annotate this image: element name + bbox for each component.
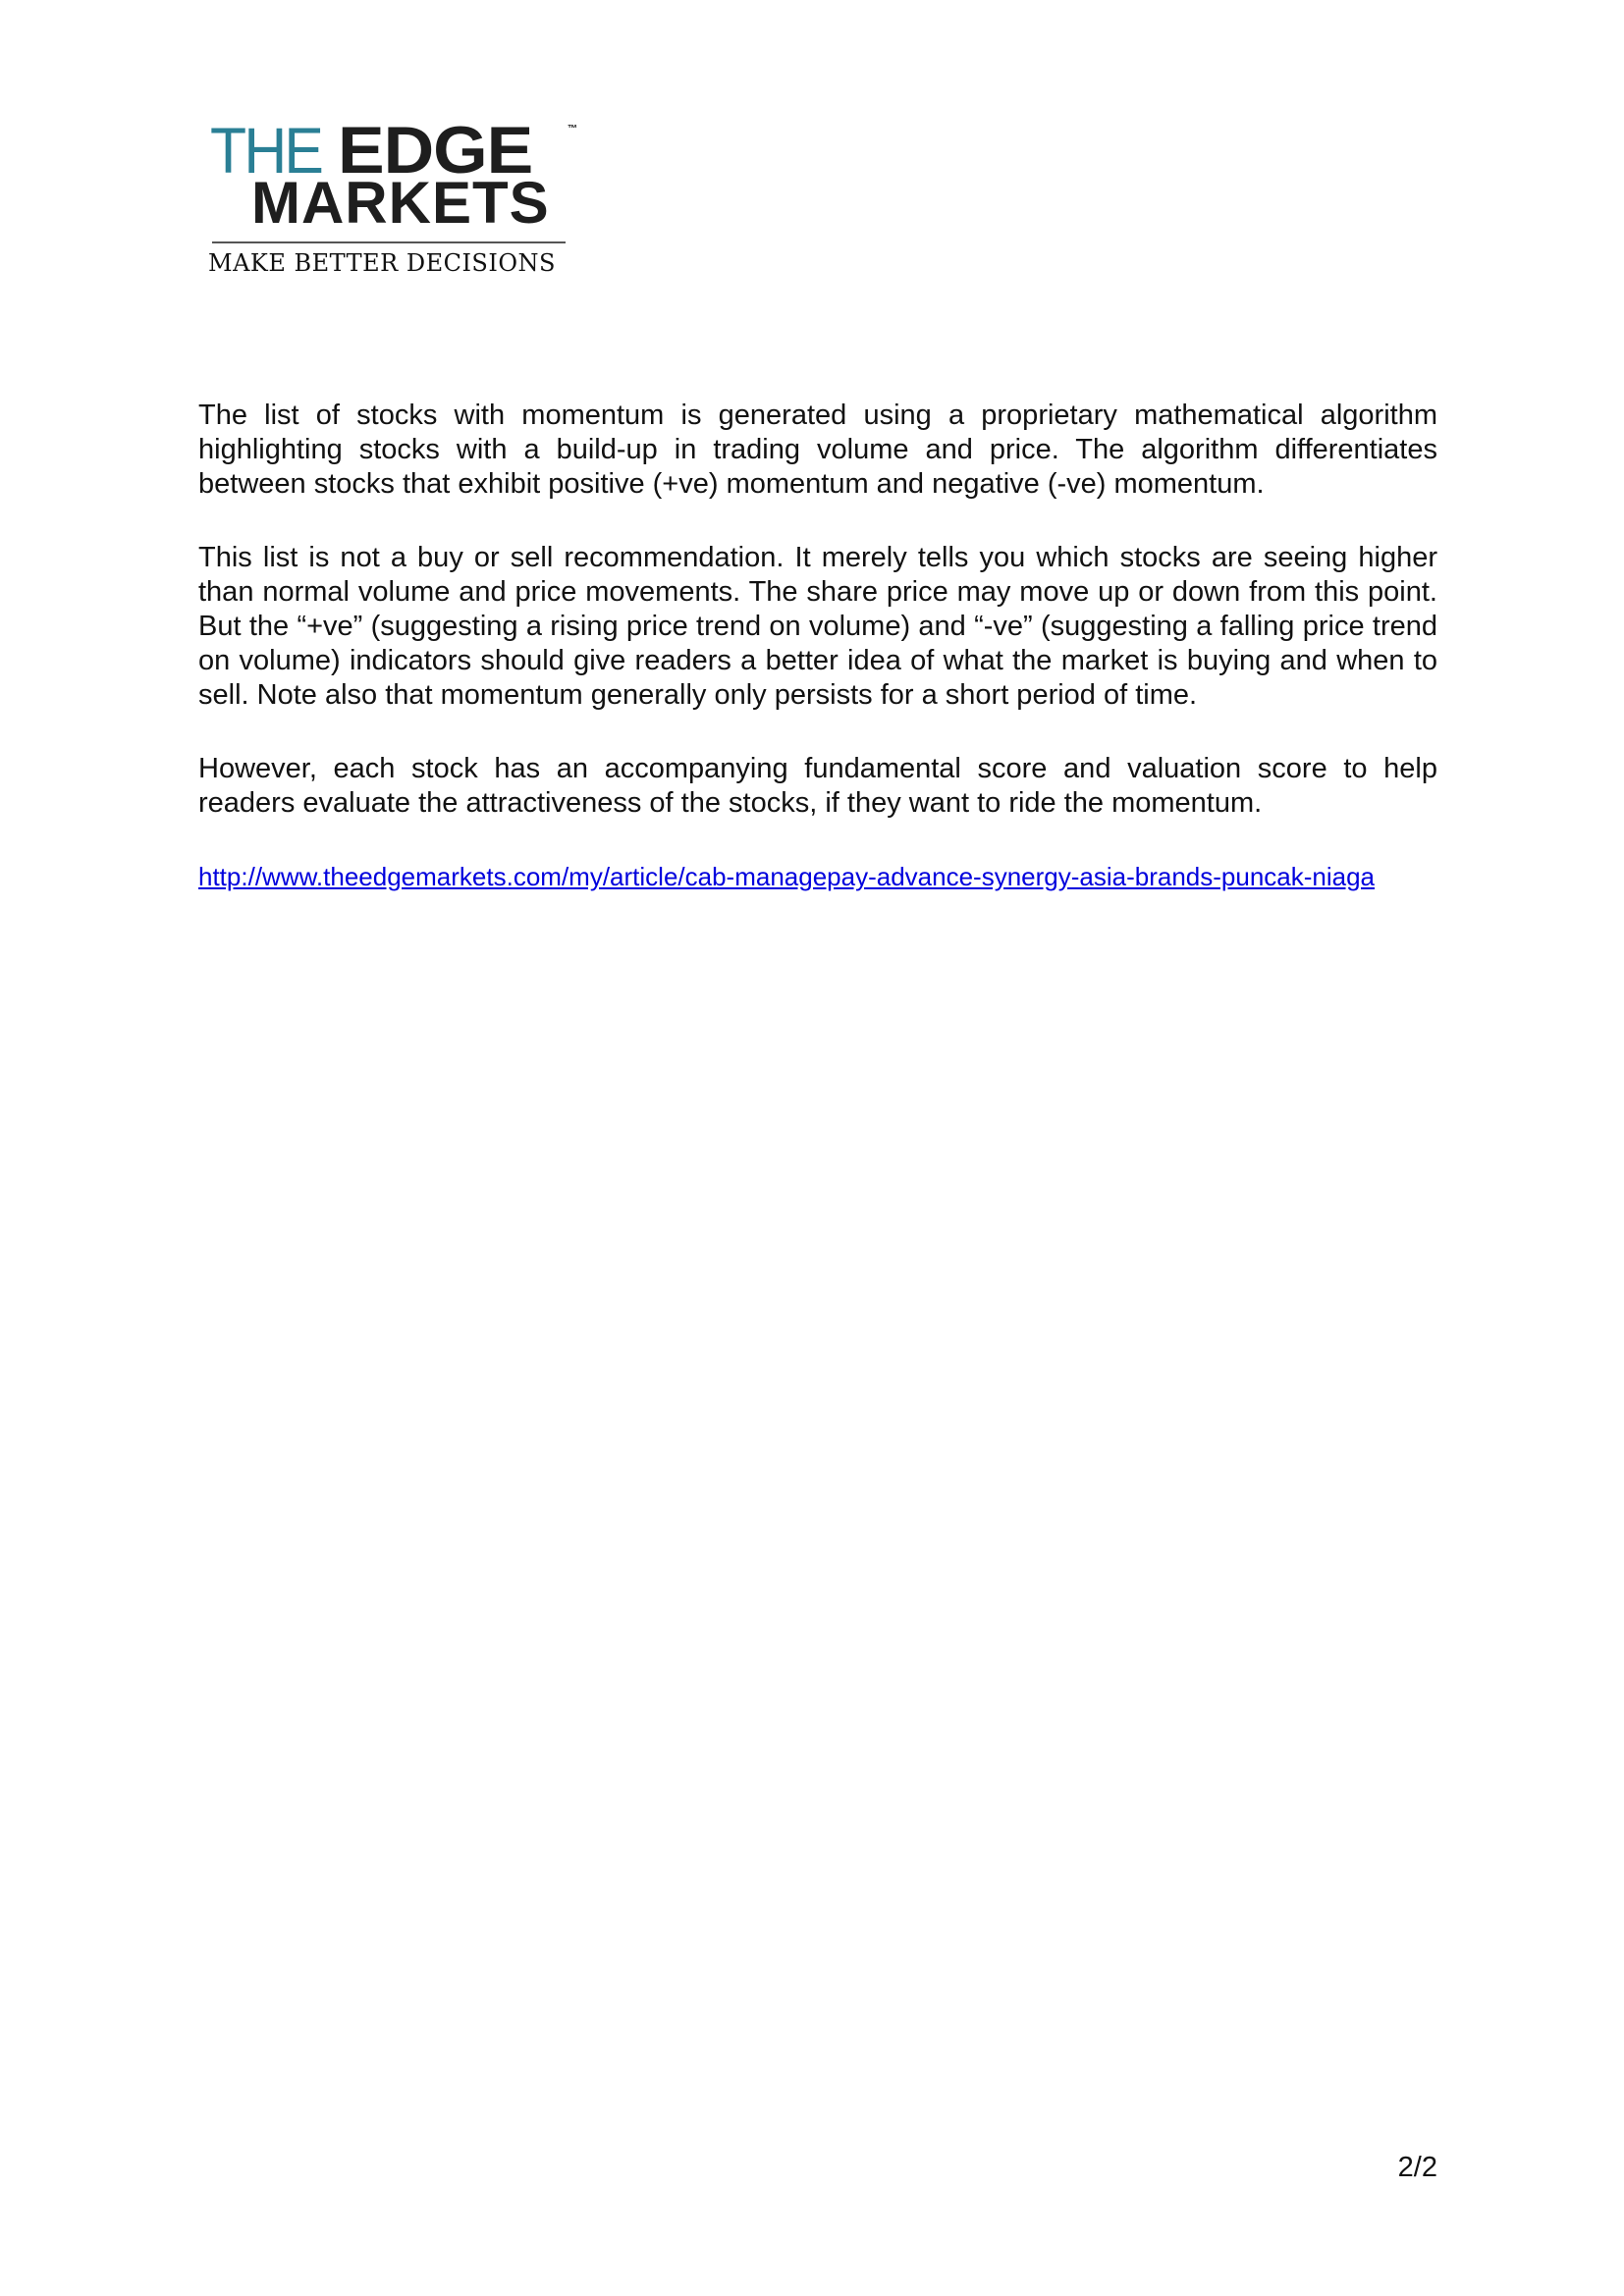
article-link[interactable]: http://www.theedgemarkets.com/my/article/cab-managepay-advance-synergy-asia-brands-puncak-niaga xyxy=(198,862,1376,891)
article-body xyxy=(198,399,1437,893)
logo-trademark: ™ xyxy=(568,124,577,134)
paragraph-scores: However, each stock has an accompanying fundamental score and valuation score to help readers evaluate the attractiveness of the stocks, if they want to ride the momentum. xyxy=(198,753,1437,819)
logo-the-text: THE xyxy=(210,114,322,187)
paragraph-momentum-intro: The list of stocks with momentum is generated using a proprietary mathematical algorithm highlighting stocks with a build-up in trading volume and price. The algorithm differentiates between stocks that exhibit positive (+ve) momentum and negative (-ve) momentum. xyxy=(198,400,1437,500)
paragraph-disclaimer: This list is not a buy or sell recommendation. It merely tells you which stocks are seeing higher than normal volume and price movements. The share price may move up or down from this point. But the “+ve” (suggesting a rising price trend on volume) and “-ve” (suggesting a falling price trend on volume) indicators should give readers a better idea of what the market is buying and when to sell. Note also that momentum generally only persists for a short period of time. xyxy=(198,542,1437,711)
logo-edge-text: EDGE xyxy=(338,113,533,187)
logo-divider xyxy=(212,241,566,243)
logo-markets-text: MARKETS xyxy=(251,170,550,236)
logo-tagline: MAKE BETTER DECISIONS xyxy=(208,249,556,277)
page-number: 2/2 xyxy=(1397,2152,1437,2183)
the-edge-markets-logo xyxy=(208,113,581,283)
